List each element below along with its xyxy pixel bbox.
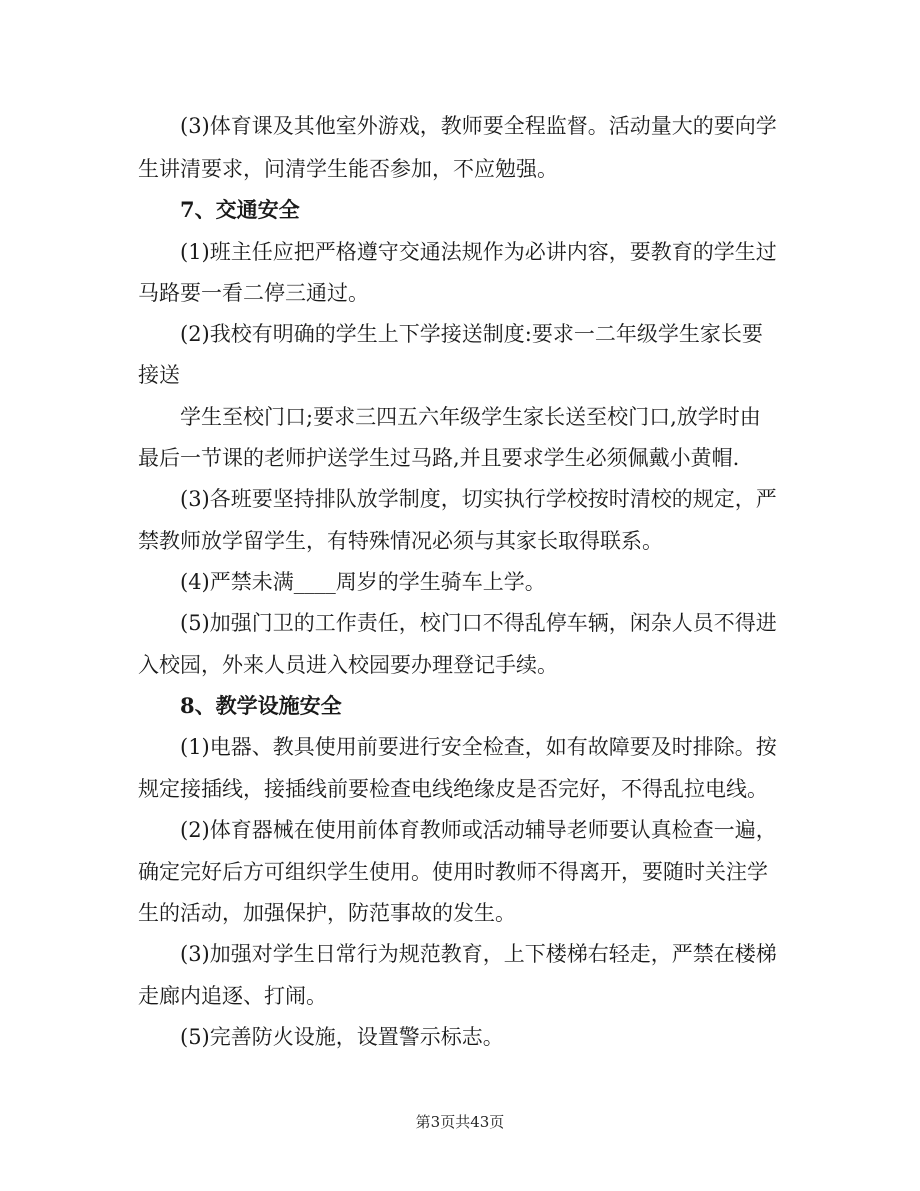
paragraph-line: (1)班主任应把严格遵守交通法规作为必讲内容，要教育的学生过 xyxy=(180,240,777,264)
paragraph-line: (3)加强对学生日常行为规范教育，上下楼梯右轻走，严禁在楼梯 xyxy=(180,942,777,966)
paragraph-line: (1)电器、教具使用前要进行安全检查，如有故障要及时排除。按 xyxy=(180,735,777,759)
paragraph-line: 马路要一看二停三通过。 xyxy=(138,281,369,305)
paragraph-line: (2)体育器械在使用前体育教师或活动辅导老师要认真检查一遍， xyxy=(180,818,777,842)
paragraph-line: 入校园，外来人员进入校园要办理登记手续。 xyxy=(138,653,558,677)
paragraph-line: (3)体育课及其他室外游戏，教师要全程监督。活动量大的要向学 xyxy=(180,114,777,138)
paragraph-line: 生的活动，加强保护，防范事故的发生。 xyxy=(138,901,516,925)
paragraph-line: 确定完好后方可组织学生使用。使用时教师不得离开，要随时关注学 xyxy=(138,860,768,884)
paragraph-line: (4)严禁未满____周岁的学生骑车上学。 xyxy=(180,570,546,594)
paragraph-line: 学生至校门口;要求三四五六年级学生家长送至校门口,放学时由 xyxy=(180,405,761,429)
paragraph-line: (5)完善防火设施，设置警示标志。 xyxy=(180,1025,504,1049)
paragraph-line: 最后一节课的老师护送学生过马路,并且要求学生必须佩戴小黄帽. xyxy=(138,446,740,470)
section-heading-traffic: 7、交通安全 xyxy=(180,197,300,222)
paragraph-line: 禁教师放学留学生，有特殊情况必须与其家长取得联系。 xyxy=(138,529,663,553)
section-heading-facilities: 8、教学设施安全 xyxy=(180,693,342,718)
paragraph-line: (3)各班要坚持排队放学制度，切实执行学校按时清校的规定，严 xyxy=(180,487,777,511)
paragraph-line: 规定接插线，接插线前要检查电线绝缘皮是否完好，不得乱拉电线。 xyxy=(138,777,768,801)
paragraph-line: (5)加强门卫的工作责任，校门口不得乱停车辆，闲杂人员不得进 xyxy=(180,611,777,635)
page-number: 第3页共43页 xyxy=(415,1113,505,1131)
paragraph-line: 接送 xyxy=(138,363,180,387)
paragraph-line: 生讲清要求，问清学生能否参加，不应勉强。 xyxy=(138,157,558,181)
paragraph-line: (2)我校有明确的学生上下学接送制度:要求一二年级学生家长要 xyxy=(180,322,763,346)
paragraph-line: 走廊内追逐、打闹。 xyxy=(138,984,327,1008)
